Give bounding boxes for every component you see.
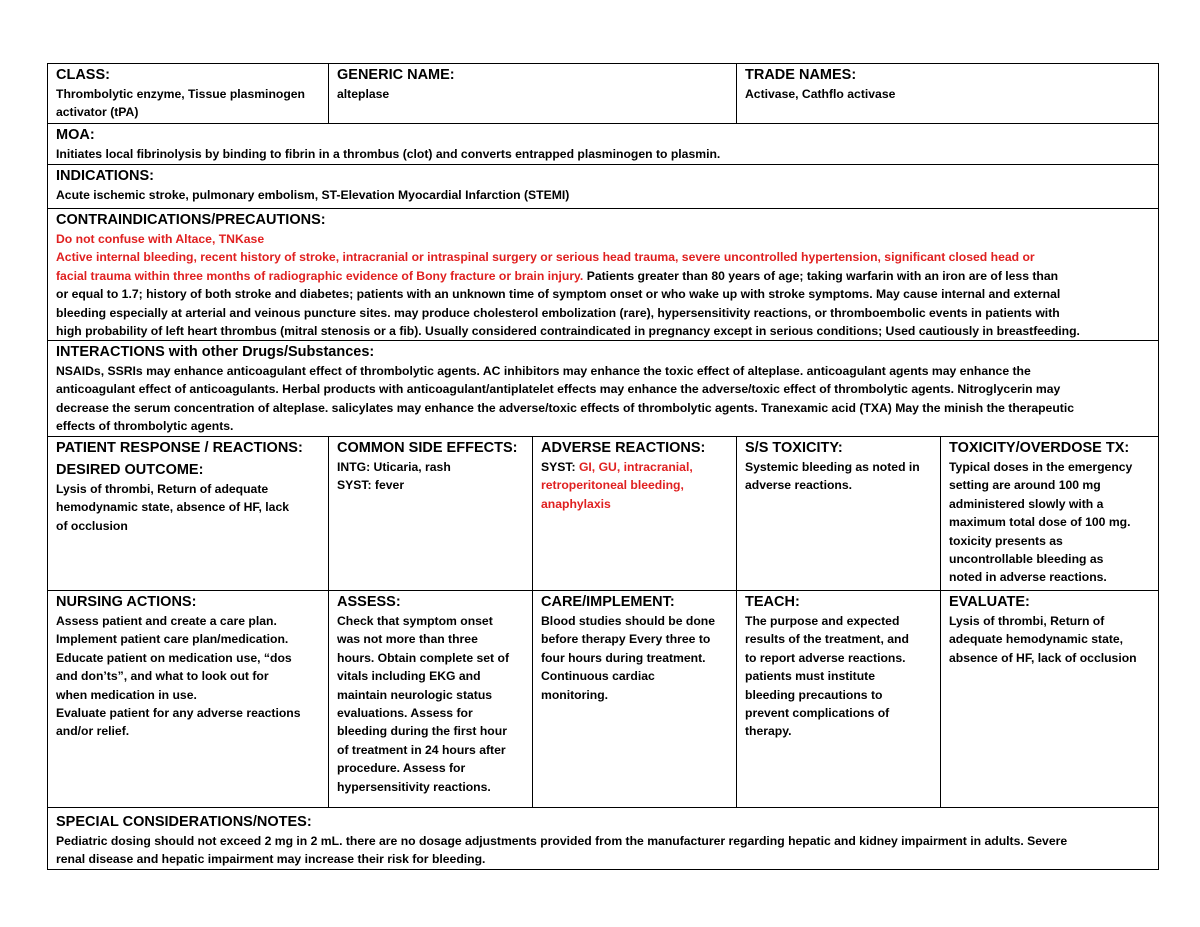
patient-response-heading: PATIENT RESPONSE / REACTIONS:: [56, 440, 303, 456]
confusion-warning: Do not confuse with Altace, TNKase: [56, 232, 265, 246]
moa-row: [48, 124, 1158, 165]
nursing-line: Educate patient on medication use, “dos: [56, 650, 292, 665]
moa-heading: MOA:: [56, 127, 95, 143]
drug-card-table: [47, 63, 1159, 870]
side-effects-heading: COMMON SIDE EFFECTS:: [337, 440, 518, 456]
teach-line: prevent complications of: [745, 706, 890, 721]
interactions-row: [48, 341, 1158, 437]
side-effect-line: INTG: Uticaria, rash: [337, 460, 451, 474]
overdose-cell: [940, 437, 1158, 590]
teach-line: therapy.: [745, 724, 792, 739]
precaution-line: bleeding especially at arterial and veinous puncture sites. may produce cholesterol embolization (rare), hypersensitivity reactions, or thromboembolic events in patients with: [56, 305, 1060, 320]
special-considerations-row: [48, 808, 1158, 871]
assess-line: of treatment in 24 hours after: [337, 742, 506, 757]
toxicity-heading: S/S TOXICITY:: [745, 440, 843, 456]
side-effects-cell: [328, 437, 532, 590]
response-row: [48, 437, 1158, 591]
assess-cell: [328, 591, 532, 807]
class-cell: [48, 64, 328, 123]
nursing-actions-heading: NURSING ACTIONS:: [56, 594, 197, 610]
overdose-line: noted in adverse reactions.: [949, 570, 1107, 585]
assess-line: hypersensitivity reactions.: [337, 779, 491, 794]
interactions-line: anticoagulant effect of anticoagulants. Herbal products with anticoagulant/antiplatelet effects may enhance the adverse/toxic effect of thrombolytic agents. Nitroglycerin may: [56, 382, 1061, 397]
overdose-line: toxicity presents as: [949, 533, 1063, 548]
generic-name-cell: [328, 64, 736, 123]
adverse-reaction-line: GI, GU, intracranial,: [578, 460, 693, 474]
special-considerations-heading: SPECIAL CONSIDERATIONS/NOTES:: [56, 814, 312, 830]
interactions-line: effects of thrombolytic agents.: [56, 419, 234, 434]
nursing-line: when medication in use.: [56, 687, 197, 702]
teach-line: bleeding precautions to: [745, 687, 883, 702]
assess-line: Check that symptom onset: [337, 614, 493, 628]
special-considerations-cell: [48, 808, 1158, 871]
nursing-line: and/or relief.: [56, 724, 130, 739]
nursing-line: Implement patient care plan/medication.: [56, 632, 289, 647]
interactions-cell: [48, 341, 1158, 436]
contraindication-line: Active internal bleeding, recent history of stroke, intracranial or intraspinal surgery or serious head trauma, severe uncontrolled hypertension, significant closed head or: [56, 250, 1035, 265]
nursing-line: and don’ts”, and what to look out for: [56, 669, 269, 684]
toxicity-line: Systemic bleeding as noted in: [745, 460, 920, 474]
special-line: Pediatric dosing should not exceed 2 mg in 2 mL. there are no dosage adjustments provided from the manufacturer regarding hepatic and kidney impairment in adults. Severe: [56, 834, 1068, 848]
indications-cell: [48, 165, 1158, 208]
class-line: activator (tPA): [56, 105, 139, 120]
generic-name-value: alteplase: [337, 87, 390, 101]
evaluate-cell: [940, 591, 1158, 807]
adverse-reaction-line: retroperitoneal bleeding,: [541, 478, 684, 493]
teach-line: The purpose and expected: [745, 614, 900, 628]
desired-outcome-line: of occlusion: [56, 518, 128, 533]
assess-line: vitals including EKG and: [337, 669, 481, 684]
care-line: Continuous cardiac: [541, 669, 655, 684]
interactions-line: NSAIDs, SSRIs may enhance anticoagulant effect of thrombolytic agents. AC inhibitors may enhance the toxic effect of alteplase. anticoagulant agents may enhance the: [56, 364, 1031, 378]
care-implement-heading: CARE/IMPLEMENT:: [541, 594, 675, 610]
teach-line: to report adverse reactions.: [745, 650, 906, 665]
drug-identity-row: [48, 64, 1158, 124]
care-line: Blood studies should be done: [541, 614, 716, 628]
desired-outcome-line: Lysis of thrombi, Return of adequate: [56, 482, 269, 496]
overdose-line: uncontrollable bleeding as: [949, 552, 1104, 567]
adverse-reactions-heading: ADVERSE REACTIONS:: [541, 440, 706, 456]
assess-line: procedure. Assess for: [337, 761, 466, 776]
adverse-prefix: SYST:: [541, 460, 579, 474]
interactions-line: decrease the serum concentration of alteplase. salicylates may enhance the adverse/toxic effects of thrombolytic agents. Tranexamic acid (TXA) May the minish the therapeutic: [56, 400, 1074, 415]
assess-line: maintain neurologic status: [337, 687, 493, 702]
contraindications-row: [48, 209, 1158, 341]
toxicity-line: adverse reactions.: [745, 478, 853, 493]
nursing-line: Evaluate patient for any adverse reactions: [56, 706, 301, 721]
assess-line: bleeding during the first hour: [337, 724, 507, 739]
adverse-reaction-line: anaphylaxis: [541, 496, 611, 511]
desired-outcome-heading: DESIRED OUTCOME:: [56, 462, 204, 478]
evaluate-heading: EVALUATE:: [949, 594, 1030, 610]
toxicity-cell: [736, 437, 940, 590]
patient-response-cell: [48, 437, 328, 590]
teach-cell: [736, 591, 940, 807]
class-line: Thrombolytic enzyme, Tissue plasminogen: [56, 87, 305, 101]
overdose-heading: TOXICITY/OVERDOSE TX:: [949, 440, 1130, 456]
evaluate-line: Lysis of thrombi, Return of: [949, 614, 1105, 628]
overdose-line: maximum total dose of 100 mg.: [949, 515, 1131, 530]
moa-cell: [48, 124, 1158, 164]
nursing-row: [48, 591, 1158, 808]
care-line: monitoring.: [541, 687, 609, 702]
moa-text: Initiates local fibrinolysis by binding to fibrin in a thrombus (clot) and converts entrapped plasminogen to plasmin.: [56, 147, 721, 161]
nursing-actions-cell: [48, 591, 328, 807]
care-line: before therapy Every three to: [541, 632, 711, 647]
interactions-heading: INTERACTIONS with other Drugs/Substances:: [56, 344, 375, 360]
desired-outcome-line: hemodynamic state, absence of HF, lack: [56, 500, 290, 515]
assess-heading: ASSESS:: [337, 594, 401, 610]
special-line: renal disease and hepatic impairment may increase their risk for bleeding.: [56, 852, 486, 867]
teach-heading: TEACH:: [745, 594, 800, 610]
indications-row: [48, 165, 1158, 209]
indications-text: Acute ischemic stroke, pulmonary embolism, ST-Elevation Myocardial Infarction (STEMI): [56, 188, 570, 202]
indications-heading: INDICATIONS:: [56, 168, 155, 184]
adverse-reactions-cell: [532, 437, 736, 590]
contraindication-line-red: facial trauma within three months of radiographic evidence of Bony fracture or brain injury.: [56, 268, 584, 283]
generic-name-heading: GENERIC NAME:: [337, 67, 455, 83]
trade-names-value: Activase, Cathflo activase: [745, 87, 896, 101]
evaluate-line: absence of HF, lack of occlusion: [949, 650, 1137, 665]
precaution-line: high probability of left heart thrombus (mitral stenosis or a fib). Usually considered contraindicated in pregnancy except in serious conditions; Used cautiously in breastfeeding.: [56, 324, 1080, 339]
trade-names-cell: [736, 64, 1158, 123]
overdose-line: administered slowly with a: [949, 496, 1104, 511]
assess-line: hours. Obtain complete set of: [337, 650, 509, 665]
care-implement-cell: [532, 591, 736, 807]
evaluate-line: adequate hemodynamic state,: [949, 632, 1124, 647]
class-heading: CLASS:: [56, 67, 110, 83]
trade-names-heading: TRADE NAMES:: [745, 67, 857, 83]
assess-line: was not more than three: [337, 632, 478, 647]
nursing-line: Assess patient and create a care plan.: [56, 614, 277, 628]
precaution-line: Patients greater than 80 years of age; taking warfarin with an iron are of less than: [583, 268, 1059, 283]
teach-line: results of the treatment, and: [745, 632, 909, 647]
precaution-line: or equal to 1.7; history of both stroke and diabetes; patients with an unknown time of symptom onset or who wake up with stroke symptoms. May cause internal and external: [56, 287, 1061, 302]
side-effect-line: SYST: fever: [337, 478, 405, 493]
care-line: four hours during treatment.: [541, 650, 706, 665]
assess-line: evaluations. Assess for: [337, 706, 473, 721]
overdose-line: Typical doses in the emergency: [949, 460, 1133, 474]
teach-line: patients must institute: [745, 669, 876, 684]
contraindications-cell: [48, 209, 1158, 340]
overdose-line: setting are around 100 mg: [949, 478, 1101, 493]
contraindications-heading: CONTRAINDICATIONS/PRECAUTIONS:: [56, 212, 326, 228]
